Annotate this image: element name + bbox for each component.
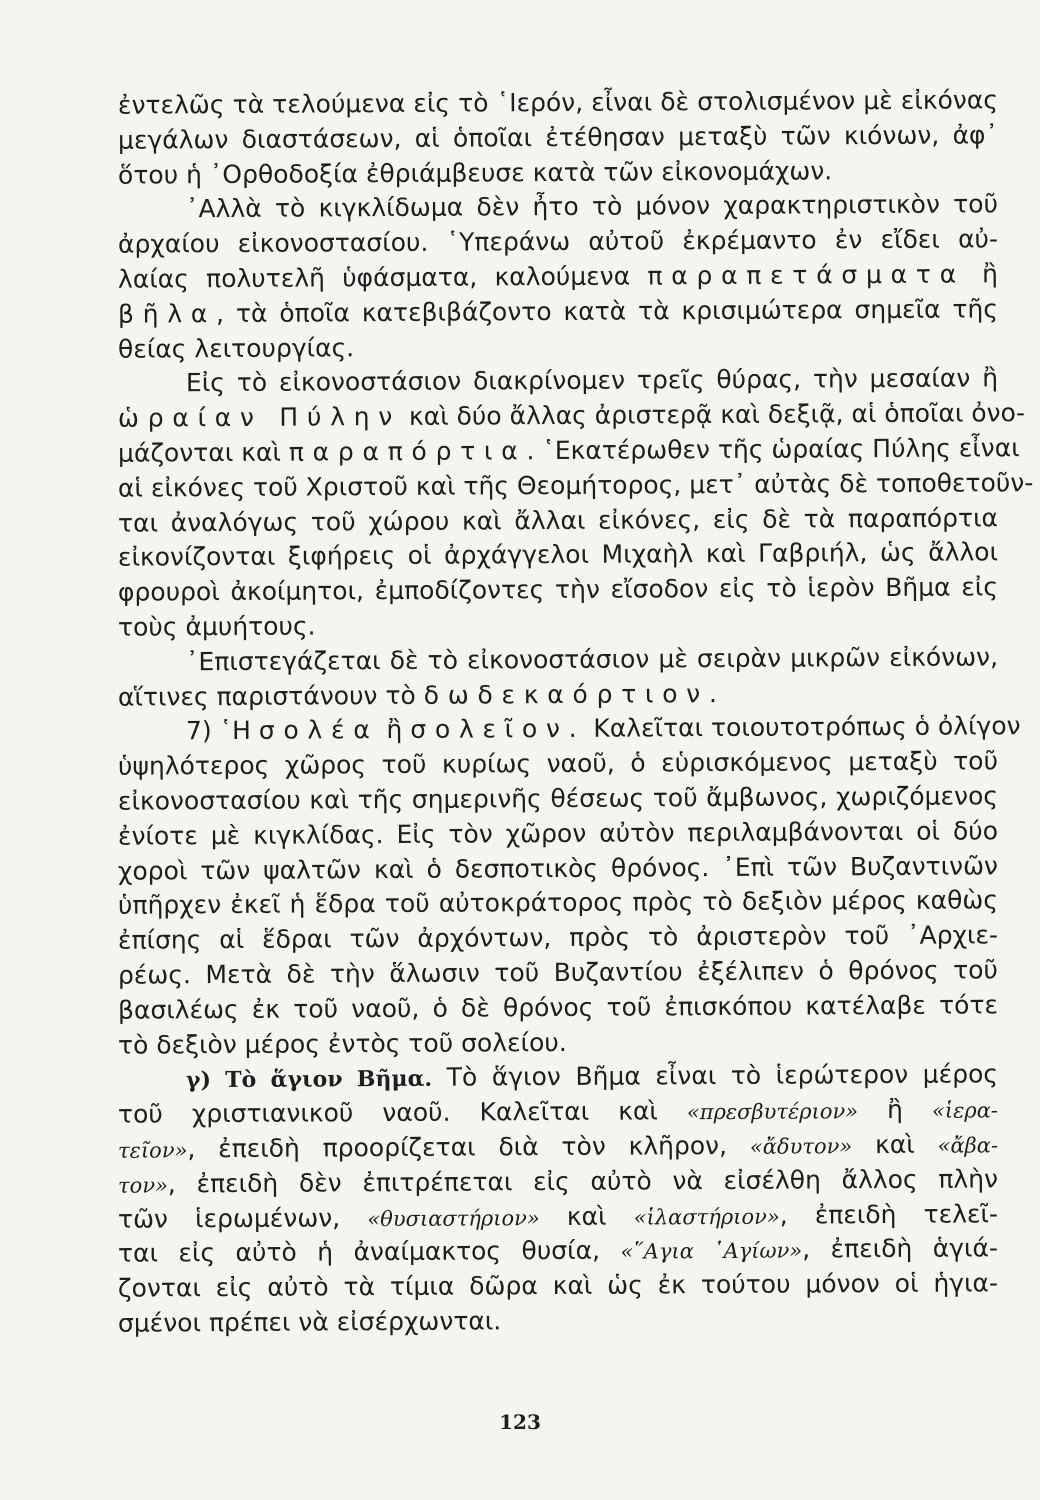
- text-line: ὑπῆρχεν ἐκεῖ ἡ ἕδρα τοῦ αὐτοκράτορος πρὸς τὸ δεξιὸν μέρος καθὼς: [117, 885, 999, 921]
- spaced-term: δωδεκαόρτιον.: [423, 678, 726, 710]
- text-line: ζονται εἰς αὐτὸ τὰ τίμια δῶρα καὶ ὡς ἐκ τούτου μόνον οἱ ἡγια-: [117, 1268, 999, 1303]
- spaced-term: σολέα: [258, 715, 379, 746]
- text-line: ρέως. Μετὰ δὲ τὴν ἅλωσιν τοῦ Βυζαντίου ἐξέλιπεν ὁ θρόνος τοῦ: [117, 955, 999, 990]
- text-line: θείας λειτουργίας.: [117, 332, 355, 364]
- spaced-term: παραπόρτια: [288, 436, 527, 467]
- text-line: μεγάλων διαστάσεων, αἱ ὁποῖαι ἐτέθησαν μεταξὺ τῶν κιόνων, ἀφ᾽: [117, 120, 999, 155]
- spaced-term: παραπετάσματα: [647, 259, 965, 291]
- italic-term: «πρεσβυτέριον»: [686, 1099, 859, 1125]
- text-line: βῆλα, τὰ ὁποῖα κατεβιβάζοντο κατὰ τὰ κρισιμώτερα σημεῖα τῆς: [117, 294, 999, 329]
- text-line: τῶν ἱερωμένων, «θυσιαστήριον» καὶ «ἱλαστήριον», ἐπειδὴ τελεῖ-: [117, 1198, 999, 1234]
- text-line: τοὺς ἀμυήτους.: [117, 611, 316, 642]
- section-gamma-heading-line: γ) Τὸ ἅγιον Βῆμα. Τὸ ἅγιον Βῆμα εἶναι τὸ ἱερώτερον μέρος: [185, 1059, 999, 1094]
- text-line: βασιλέως ἐκ τοῦ ναοῦ, ὁ δὲ θρόνος τοῦ ἐπισκόπου κατέλαβε τότε: [117, 990, 999, 1025]
- text-line: τὸ δεξιὸν μέρος ἐντὸς τοῦ σολείου.: [117, 1027, 567, 1060]
- text-line: αἱ εἰκόνες τοῦ Χριστοῦ καὶ τῆς Θεομήτορος, μετ᾽ αὐτὰς δὲ τοποθετοῦν-: [117, 467, 1034, 503]
- spaced-term: βῆλα: [117, 298, 217, 329]
- italic-term: «ἱερα-: [931, 1098, 999, 1123]
- spaced-term: σολεῖον.: [410, 714, 586, 745]
- text-line: λαίας πολυτελῆ ὑφάσματα, καλούμενα παραπετάσματα ἢ: [117, 259, 999, 294]
- text-line: ται ἀναλόγως τοῦ χώρου καὶ ἄλλαι εἰκόνες, εἰς δὲ τὰ παραπόρτια: [117, 502, 999, 538]
- page-number: 123: [499, 1410, 541, 1434]
- paragraph-start: Εἰς τὸ εἰκονοστάσιον διακρίνομεν τρεῖς θύρας, τὴν μεσαίαν ἢ: [185, 363, 999, 398]
- text-line: ὡραίαν Πύλην καὶ δύο ἄλλας ἀριστερᾷ καὶ δεξιᾷ, αἱ ὁποῖαι ὀνο-: [117, 398, 1026, 433]
- italic-term: τον»: [117, 1173, 168, 1198]
- text-line: ται εἰς αὐτὸ ἡ ἀναίμακτος θυσία, «῞Αγια ῾Αγίων», ἐπειδὴ ἁγιά-: [117, 1233, 999, 1268]
- text-line: ὅτου ἡ ᾽Ορθοδοξία ἐθριάμβευσε κατὰ τῶν εἰκονομάχων.: [117, 155, 833, 190]
- section-heading: γ) Τὸ ἅγιον Βῆμα.: [185, 1066, 433, 1094]
- text-line: τον», ἐπειδὴ δὲν ἐπιτρέπεται εἰς αὐτὸ νὰ εἰσέλθη ἄλλος πλὴν: [117, 1164, 999, 1199]
- text-line: σμένοι πρέπει νὰ εἰσέρχωνται.: [117, 1306, 502, 1338]
- text-line: μάζονται καὶ παραπόρτια. ῾Εκατέρωθεν τῆς ὡραίας Πύλης εἶναι: [117, 433, 1020, 468]
- text-line: χοροὶ τῶν ψαλτῶν καὶ ὁ δεσποτικὸς θρόνος. ᾽Επὶ τῶν Βυζαντινῶν: [117, 850, 999, 886]
- body-text: [117, 85, 1034, 1339]
- text-line: ἐνίοτε μὲ κιγκλίδας. Εἰς τὸν χῶρον αὐτὸν περιλαμβάνονται οἱ δύο: [117, 816, 999, 851]
- text-line: τοῦ χριστιανικοῦ ναοῦ. Καλεῖται καὶ «πρεσβυτέριον» ἢ «ἱερα-: [117, 1095, 999, 1129]
- text-line: ἐπίσης αἱ ἕδραι τῶν ἀρχόντων, πρὸς τὸ ἀριστερὸν τοῦ ᾽Αρχιε-: [117, 920, 999, 955]
- text-line: τεῖον», ἐπειδὴ προορίζεται διὰ τὸν κλῆρον, «ἄδυτον» καὶ «ἄβα-: [117, 1129, 999, 1164]
- italic-term: «ἄδυτον»: [749, 1134, 853, 1159]
- text-line: εἰκονοστασίου καὶ τῆς σημερινῆς θέσεως τοῦ ἄμβωνος, χωριζόμενος: [117, 781, 999, 816]
- paragraph-start: ᾽Αλλὰ τὸ κιγκλίδωμα δὲν ἦτο τὸ μόνον χαρακτηριστικὸν τοῦ: [185, 189, 999, 224]
- italic-term: τεῖον»: [117, 1138, 188, 1163]
- italic-term: «θυσιαστήριον»: [367, 1205, 540, 1231]
- text-line: ὑψηλότερος χῶρος τοῦ κυρίως ναοῦ, ὁ εὑρισκόμενος μεταξὺ τοῦ: [117, 746, 999, 781]
- text-line: εἰκονίζονται ξιφήρεις οἱ ἀρχάγγελοι Μιχαὴλ καὶ Γαβριήλ, ὡς ἄλλοι: [117, 537, 999, 573]
- section-7-heading-line: 7) ῾Η σολέα ἢ σολεῖον. Καλεῖται τοιουτοτρόπως ὁ ὀλίγον: [185, 711, 1021, 746]
- text-line: φρουροὶ ἀκοίμητοι, ἐμποδίζοντες τὴν εἴσοδον εἰς τὸ ἱερὸν Βῆμα εἰς: [117, 572, 999, 607]
- italic-term: «ἱλαστήριον»: [633, 1204, 780, 1230]
- italic-term: «ἄβα-: [937, 1133, 999, 1158]
- text-line: αἵτινες παριστάνουν τὸ δωδεκαόρτιον.: [117, 678, 726, 712]
- paragraph-start: ᾽Επιστεγάζεται δὲ τὸ εἰκονοστάσιον μὲ σειρὰν μικρῶν εἰκόνων,: [185, 642, 999, 677]
- text-line: ἐντελῶς τὰ τελούμενα εἰς τὸ ῾Ιερόν, εἶναι δὲ στολισμένον μὲ εἰκόνας: [117, 85, 999, 120]
- spaced-term: ὡραίαν Πύλην: [117, 402, 402, 433]
- text-line: ἀρχαίου εἰκονοστασίου. ῾Υπεράνω αὐτοῦ ἐκρέμαντο ἐν εἴδει αὐ-: [117, 224, 999, 259]
- italic-term: «῞Αγια ῾Αγίων»: [620, 1238, 803, 1264]
